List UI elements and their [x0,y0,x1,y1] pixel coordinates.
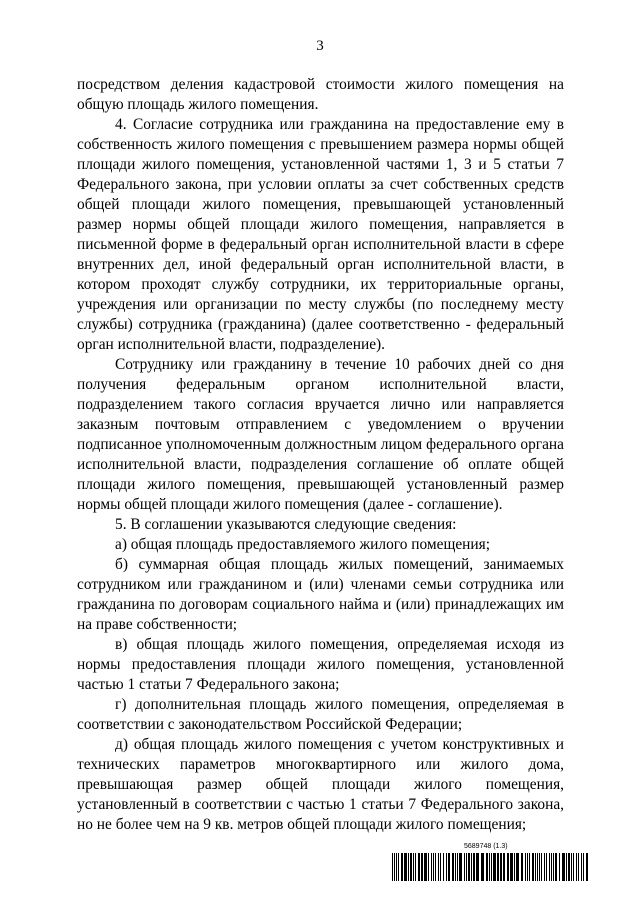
paragraph-clause-5: 5. В соглашении указываются следующие сведения: [115,516,457,533]
paragraph-item-d: д) общая площадь жилого помещения с учетом конструктивных и технических параметров многоквартирного или жилого дома, превышающая размер общей площади жилого помещения, установленный в соответствии с частью 1 статьи 7 Федерального закона, но не более чем на 9 кв. метров общей площади жилого помещения; [77,736,564,833]
page-number: 3 [316,38,324,54]
paragraph-agreement-delivery: Сотруднику или гражданину в течение 10 рабочих дней со дня получения федеральным органом исполнительной власти, подразделением такого согласия вручается лично или направляется заказным почтовым отправлением с уведомлением о вручении подписанное уполномоченным должностным лицом федерального органа исполнительной власти, подразделения соглашение об оплате общей площади жилого помещения, превышающей установленный размер нормы общей площади жилого помещения (далее - соглашение). [77,356,564,513]
paragraph-item-g: г) дополнительная площадь жилого помещения, определяемая в соответствии с законодательством Российской Федерации; [77,696,564,733]
paragraph-clause-4: 4. Согласие сотрудника или гражданина на предоставление ему в собственность жилого помещения с превышением размера нормы общей площади жилого помещения, установленной частями 1, 3 и 5 статьи 7 Федерального закона, при условии оплаты за счет собственных средств общей площади жилого помещения, превышающей установленный размер нормы общей площади жилого помещения, направляется в письменной форме в федеральный орган исполнительной власти в сфере внутренних дел, иной федеральный орган исполнительной власти, в котором проходят службу сотрудники, их территориальные органы, учреждения или организации по месту службы (по последнему месту службы) сотрудника (гражданина) (далее соответственно - федеральный орган исполнительной власти, подразделение). [77,116,564,353]
barcode-number: 5689748 (1.3) [464,843,508,850]
document-barcode [392,843,588,883]
document-body [77,75,564,835]
paragraph-item-a: а) общая площадь предоставляемого жилого помещения; [115,536,490,553]
paragraph-item-b: б) суммарная общая площадь жилых помещений, занимаемых сотрудником или гражданином и (или) членами семьи сотрудника или гражданина по договорам социального найма и (или) принадлежащих им на праве собственности; [77,556,564,633]
barcode-icon [392,853,588,881]
paragraph-continuation: посредством деления кадастровой стоимости жилого помещения на общую площадь жилого помещения. [77,76,564,113]
paragraph-item-v: в) общая площадь жилого помещения, определяемая исходя из нормы предоставления площади жилого помещения, установленной частью 1 статьи 7 Федерального закона; [77,636,564,693]
